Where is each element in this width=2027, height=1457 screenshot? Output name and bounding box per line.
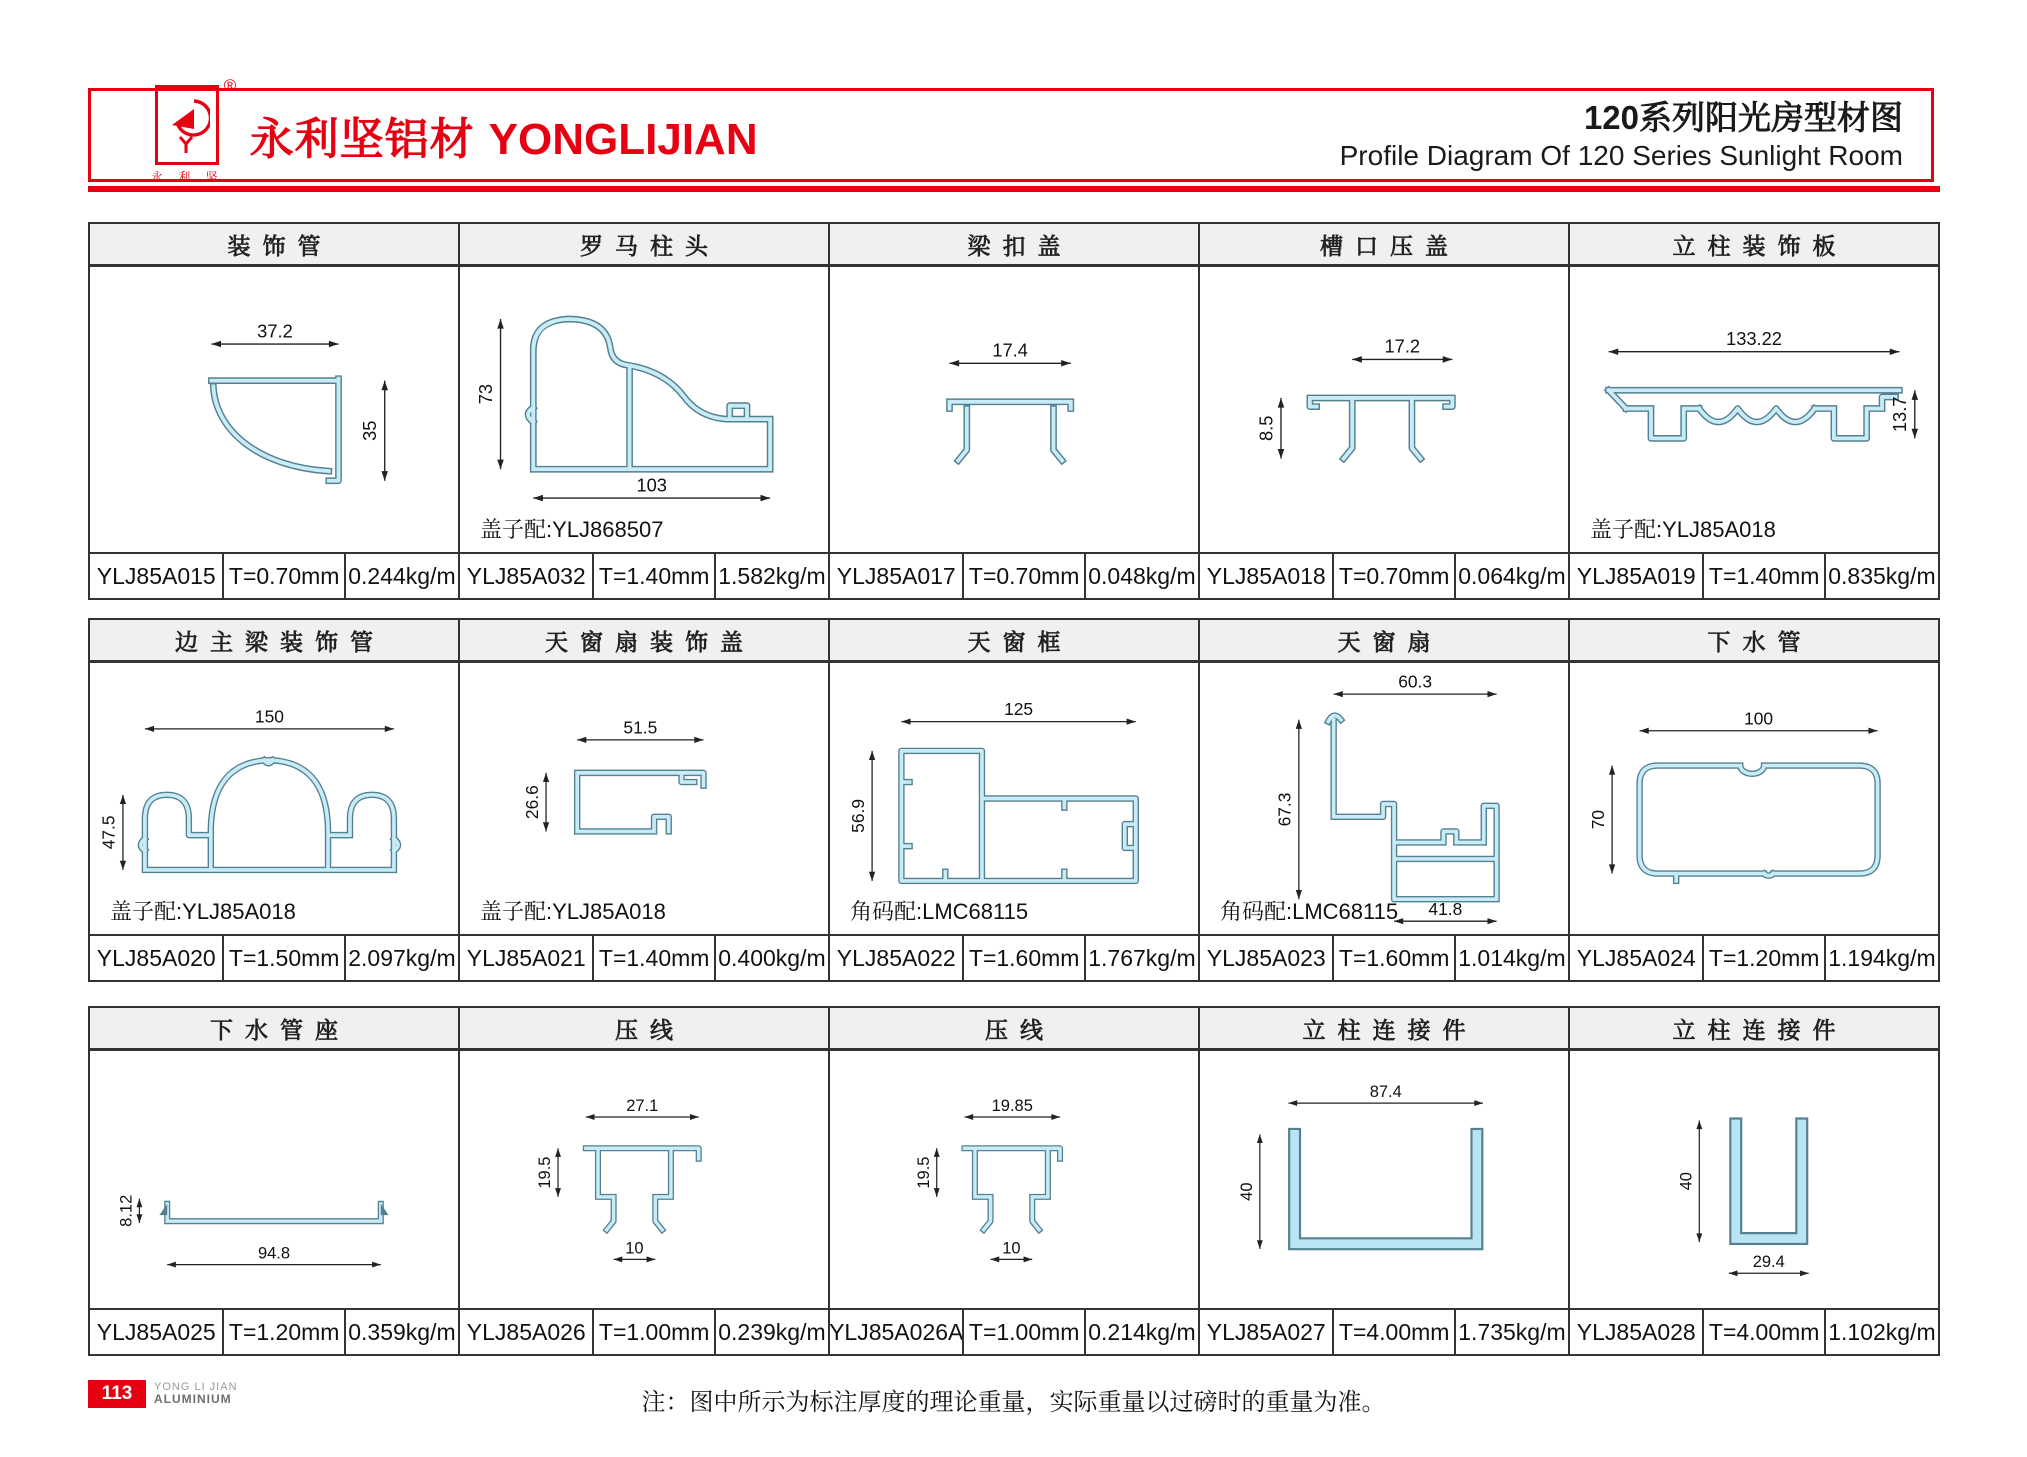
model-number: YLJ85A021 <box>466 944 586 971</box>
profile-drawing <box>460 267 828 552</box>
svg-text:60.3: 60.3 <box>1398 671 1433 692</box>
profile-drawing <box>830 267 1198 552</box>
profile-diagram-downpipe <box>1570 663 1938 934</box>
model-number: YLJ85A023 <box>1206 944 1326 971</box>
model-number: YLJ85A024 <box>1576 944 1696 971</box>
svg-text:17.4: 17.4 <box>992 339 1028 361</box>
svg-text:19.85: 19.85 <box>991 1096 1033 1115</box>
weight: 0.239kg/m <box>714 1310 828 1354</box>
dimension-width <box>1640 708 1878 734</box>
profile-title: 下水管座 <box>90 1008 458 1051</box>
profile-drawing <box>1200 1051 1568 1308</box>
dimension-height <box>1677 1120 1702 1242</box>
profile-title: 天窗框 <box>830 620 1198 663</box>
dimension-width <box>1352 336 1452 363</box>
thickness: T=0.70mm <box>1332 554 1453 598</box>
dimension-width <box>949 340 1070 367</box>
profile-diagram-skylight-sash-cover <box>460 663 828 934</box>
weight: 0.835kg/m <box>1824 554 1938 598</box>
svg-text:8.12: 8.12 <box>117 1194 136 1227</box>
brand-name <box>250 103 758 167</box>
svg-text:17.2: 17.2 <box>1384 335 1421 357</box>
svg-text:35: 35 <box>359 420 381 441</box>
weight: 0.214kg/m <box>1084 1310 1198 1354</box>
dimension-height <box>1238 1134 1263 1249</box>
thickness: T=1.50mm <box>222 936 343 980</box>
brand-logo <box>151 76 758 185</box>
profile-note: 盖子配:YLJ85A018 <box>1590 517 1776 542</box>
dimension-width <box>901 699 1135 725</box>
profile-card <box>90 224 458 598</box>
profile-diagram-downpipe-seat <box>90 1051 458 1308</box>
profile-spec-row <box>90 552 458 598</box>
model-number: YLJ85A018 <box>1206 562 1326 589</box>
svg-text:10: 10 <box>625 1239 644 1258</box>
weight: 0.048kg/m <box>1084 554 1198 598</box>
svg-text:133.22: 133.22 <box>1726 327 1782 349</box>
header-banner <box>88 76 1934 184</box>
dimension-height <box>1275 720 1302 899</box>
profile-spec-row <box>830 934 1198 980</box>
profile-card <box>828 224 1198 598</box>
weight: 0.064kg/m <box>1454 554 1568 598</box>
profile-card <box>1568 224 1938 598</box>
profile-title: 压线 <box>460 1008 828 1051</box>
page-title-en: Profile Diagram Of 120 Series Sunlight Room <box>1339 140 1903 172</box>
profile-card <box>90 620 458 980</box>
profile-spec-row <box>1200 934 1568 980</box>
weight: 2.097kg/m <box>344 936 458 980</box>
dimension-height <box>1255 398 1284 459</box>
svg-text:8.5: 8.5 <box>1255 415 1277 441</box>
profile-spec-row <box>1200 552 1568 598</box>
thickness: T=0.70mm <box>962 554 1083 598</box>
dimension-height <box>359 381 388 481</box>
svg-text:73: 73 <box>474 383 496 405</box>
profile-row-3 <box>88 1006 1940 1356</box>
profile-spec-row <box>1200 1308 1568 1354</box>
profile-drawing <box>90 267 458 552</box>
profile-diagram-roman-column-head <box>460 267 828 552</box>
profile-row-1 <box>88 222 1940 600</box>
dimension-height <box>536 1148 561 1197</box>
svg-text:100: 100 <box>1744 708 1774 729</box>
dimension-leg-gap <box>614 1239 656 1262</box>
profile-title: 立柱装饰板 <box>1570 224 1938 267</box>
profile-title: 天窗扇装饰盖 <box>460 620 828 663</box>
dimension-width <box>965 1097 1061 1120</box>
model-number: YLJ85A020 <box>96 944 216 971</box>
thickness: T=1.20mm <box>1702 936 1823 980</box>
profile-card <box>828 620 1198 980</box>
profile-diagram-skylight-sash <box>1200 663 1568 934</box>
profile-drawing <box>460 663 828 934</box>
thickness: T=4.00mm <box>1332 1310 1453 1354</box>
profile-card <box>1568 620 1938 980</box>
profile-drawing <box>1570 663 1938 934</box>
profile-diagram-side-beam-deco-tube <box>90 663 458 934</box>
model-number: YLJ85A015 <box>96 562 216 589</box>
profile-spec-row <box>460 552 828 598</box>
profile-drawing <box>830 1051 1198 1308</box>
brand-name-cn: 永利坚铝材 <box>249 115 475 164</box>
dimension-width <box>1609 328 1900 355</box>
dimension-width <box>211 320 338 347</box>
svg-text:56.9: 56.9 <box>847 798 868 833</box>
dimension-width <box>533 474 770 501</box>
profile-drawing <box>830 663 1198 934</box>
thickness: T=0.70mm <box>222 554 343 598</box>
dimension-height <box>1588 766 1615 874</box>
svg-text:150: 150 <box>254 706 284 727</box>
footer-brand-line1: YONG LI JIAN <box>154 1380 238 1393</box>
model-number: YLJ85A019 <box>1576 562 1696 589</box>
registered-mark: ® <box>223 76 237 95</box>
footer-note: 注：图中所示为标注厚度的理论重量，实际重量以过磅时的重量为准。 <box>641 1389 1386 1416</box>
profile-row-2 <box>88 618 1940 982</box>
profile-card <box>458 620 828 980</box>
thickness: T=4.00mm <box>1702 1310 1823 1354</box>
profile-diagram-skylight-frame <box>830 663 1198 934</box>
profile-spec-row <box>90 1308 458 1354</box>
weight: 0.244kg/m <box>344 554 458 598</box>
svg-text:40: 40 <box>1677 1172 1696 1191</box>
thickness: T=1.20mm <box>222 1310 343 1354</box>
weight: 1.767kg/m <box>1084 936 1198 980</box>
thickness: T=1.40mm <box>592 936 713 980</box>
profile-title: 装饰管 <box>90 224 458 267</box>
profile-card <box>1198 620 1568 980</box>
weight: 1.735kg/m <box>1454 1310 1568 1354</box>
dimension-height <box>1889 390 1918 438</box>
profile-diagram-glazing-bead-a <box>830 1051 1198 1308</box>
model-number: YLJ85A026A <box>829 1318 964 1345</box>
weight: 0.400kg/m <box>714 936 828 980</box>
dimension-width <box>1288 1083 1482 1106</box>
thickness: T=1.60mm <box>962 936 1083 980</box>
dimension-width <box>167 1245 381 1268</box>
svg-text:19.5: 19.5 <box>914 1156 933 1189</box>
model-number: YLJ85A022 <box>836 944 956 971</box>
profile-note: 角码配:LMC68115 <box>850 899 1029 924</box>
banner-underline <box>88 186 1940 192</box>
profile-card <box>828 1008 1198 1354</box>
logo-emblem-icon <box>155 76 237 165</box>
profile-spec-row <box>830 1308 1198 1354</box>
model-number: YLJ85A017 <box>836 562 956 589</box>
profile-note: 盖子配:YLJ85A018 <box>480 899 666 924</box>
profile-title: 槽口压盖 <box>1200 224 1568 267</box>
thickness: T=1.00mm <box>592 1310 713 1354</box>
dimension-width <box>1729 1253 1809 1276</box>
profile-card <box>90 1008 458 1354</box>
svg-text:67.3: 67.3 <box>1274 792 1295 827</box>
svg-text:125: 125 <box>1004 699 1034 720</box>
logo-swirl-icon <box>164 95 210 155</box>
profile-drawing <box>460 1051 828 1308</box>
svg-text:70: 70 <box>1587 809 1608 830</box>
profile-drawing <box>1570 267 1938 552</box>
page-title-cn: 120系列阳光房型材图 <box>1583 98 1903 136</box>
profile-card <box>1198 224 1568 598</box>
profile-card <box>458 1008 828 1354</box>
thickness: T=1.60mm <box>1332 936 1453 980</box>
dimension-height <box>475 319 504 469</box>
logo-characters: 永 利 坚 <box>151 170 224 184</box>
svg-text:40: 40 <box>1238 1182 1257 1201</box>
weight: 1.194kg/m <box>1824 936 1938 980</box>
weight: 0.359kg/m <box>344 1310 458 1354</box>
profile-diagram-decorative-tube <box>90 267 458 552</box>
profile-title: 罗马柱头 <box>460 224 828 267</box>
model-number: YLJ85A025 <box>96 1318 216 1345</box>
svg-text:51.5: 51.5 <box>623 717 658 738</box>
weight: 1.582kg/m <box>714 554 828 598</box>
dimension-height <box>118 1195 143 1227</box>
profile-spec-row <box>460 934 828 980</box>
svg-text:41.8: 41.8 <box>1428 898 1463 919</box>
profile-diagram-slot-press-cover <box>1200 267 1568 552</box>
thickness: T=1.00mm <box>962 1310 1083 1354</box>
dimension-width <box>1334 672 1497 698</box>
profile-spec-row <box>90 934 458 980</box>
model-number: YLJ85A028 <box>1576 1318 1696 1345</box>
brand-name-en: YONGLIJIAN <box>488 115 758 164</box>
svg-text:87.4: 87.4 <box>1369 1083 1402 1102</box>
weight: 1.102kg/m <box>1824 1310 1938 1354</box>
footer-brand-line2: ALUMINIUM <box>154 1392 232 1407</box>
thickness: T=1.40mm <box>1702 554 1823 598</box>
svg-text:26.6: 26.6 <box>521 785 542 820</box>
profile-spec-row <box>1570 552 1938 598</box>
profile-diagram-beam-clip-cover <box>830 267 1198 552</box>
profile-spec-row <box>1570 934 1938 980</box>
model-number: YLJ85A027 <box>1206 1318 1326 1345</box>
svg-text:47.5: 47.5 <box>98 815 119 850</box>
svg-text:29.4: 29.4 <box>1752 1253 1785 1272</box>
svg-text:10: 10 <box>1002 1239 1021 1258</box>
svg-text:37.2: 37.2 <box>257 320 293 342</box>
model-number: YLJ85A026 <box>466 1318 586 1345</box>
profile-diagram-column-deco-panel <box>1570 267 1938 552</box>
thickness: T=1.40mm <box>592 554 713 598</box>
profile-card <box>1568 1008 1938 1354</box>
profile-note: 角码配:LMC68115 <box>1220 899 1399 924</box>
profile-title: 天窗扇 <box>1200 620 1568 663</box>
profile-card <box>1198 1008 1568 1354</box>
dimension-leg-gap <box>991 1239 1033 1262</box>
dimension-bottom-width <box>1394 899 1497 925</box>
profile-drawing <box>1570 1051 1938 1308</box>
svg-text:27.1: 27.1 <box>626 1096 659 1115</box>
profile-drawing <box>90 1051 458 1308</box>
profile-drawing <box>1200 267 1568 552</box>
svg-text:13.7: 13.7 <box>1889 396 1911 433</box>
profile-title: 压线 <box>830 1008 1198 1051</box>
dimension-height <box>99 795 126 870</box>
profile-note: 盖子配:YLJ868507 <box>480 517 664 542</box>
profile-drawing <box>90 663 458 934</box>
svg-text:103: 103 <box>636 474 667 496</box>
profile-spec-row <box>460 1308 828 1354</box>
profile-title: 下水管 <box>1570 620 1938 663</box>
profile-diagram-column-connector-wide <box>1200 1051 1568 1308</box>
profile-title: 边主梁装饰管 <box>90 620 458 663</box>
dimension-width <box>145 707 394 733</box>
page-title <box>1340 97 1903 173</box>
dimension-height <box>522 773 549 832</box>
dimension-width <box>586 1097 699 1120</box>
weight: 1.014kg/m <box>1454 936 1568 980</box>
dimension-height <box>848 751 875 881</box>
profile-title: 立柱连接件 <box>1570 1008 1938 1051</box>
profile-note: 盖子配:YLJ85A018 <box>110 899 296 924</box>
logo-mark <box>151 76 237 185</box>
model-number: YLJ85A032 <box>466 562 586 589</box>
profile-spec-row <box>830 552 1198 598</box>
profile-card <box>458 224 828 598</box>
profile-spec-row <box>1570 1308 1938 1354</box>
svg-text:94.8: 94.8 <box>257 1244 291 1263</box>
dimension-height <box>915 1148 940 1197</box>
page-number: 113 <box>88 1380 146 1408</box>
svg-text:19.5: 19.5 <box>536 1156 555 1189</box>
profile-title: 立柱连接件 <box>1200 1008 1568 1051</box>
profile-title: 梁扣盖 <box>830 224 1198 267</box>
profile-diagram-glazing-bead <box>460 1051 828 1308</box>
dimension-width <box>577 717 703 743</box>
profile-diagram-column-connector-narrow <box>1570 1051 1938 1308</box>
profile-drawing <box>1200 663 1568 934</box>
